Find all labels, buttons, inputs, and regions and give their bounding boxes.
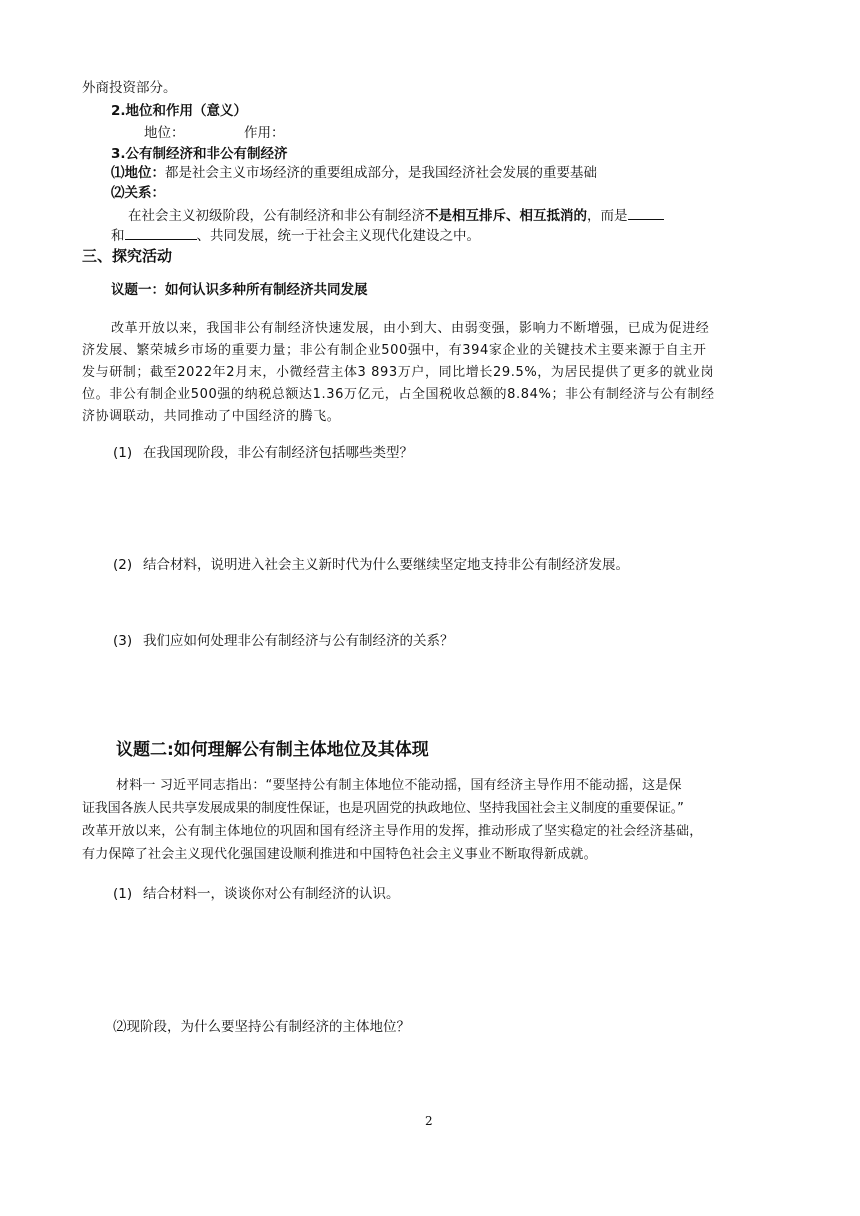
- paragraph-line: 济发展、繁荣城乡市场的重要力量；非公有制企业500强中，有394家企业的关键技术主要来源于自主开: [82, 343, 707, 358]
- text-line: 外商投资部分。: [82, 80, 177, 96]
- question-text: 我们应如何处理非公有制经济与公有制经济的关系？: [143, 633, 454, 649]
- question: [113, 884, 400, 904]
- question-number: (1): [113, 445, 133, 461]
- fill-blank[interactable]: [125, 224, 197, 240]
- question: [113, 631, 454, 651]
- question-text: 在我国现阶段，非公有制经济包括哪些类型？: [143, 445, 413, 461]
- fill-blank[interactable]: [628, 204, 664, 220]
- role-label: 作用：: [244, 125, 285, 141]
- paragraph-line: 有力保障了社会主义现代化强国建设顺利推进和中国特色社会主义事业不断取得新成就。: [82, 847, 597, 862]
- question: [113, 443, 413, 463]
- question-text: 结合材料，说明进入社会主义新时代为什么要继续坚定地支持非公有制经济发展。: [143, 557, 629, 573]
- status-text: 都是社会主义市场经济的重要组成部分，是我国经济社会发展的重要基础: [165, 165, 597, 181]
- paragraph-line: 证我国各族人民共享发展成果的制度性保证，也是巩固党的执政地位、坚持我国社会主义制度的重要保证。”: [82, 801, 684, 816]
- question-text: 结合材料一，谈谈你对公有制经济的认识。: [143, 886, 400, 902]
- page-number: 2: [425, 1114, 433, 1128]
- paragraph-line: 发与研制；截至2022年2月末，小微经营主体3 893万户，同比增长29.5%，为居民提供了更多的就业岗: [82, 365, 715, 380]
- relation-text: 在社会主义初级阶段，公有制经济和非公有制经济: [128, 208, 425, 224]
- relation-label: ⑵关系：: [111, 185, 165, 201]
- topic-heading: 议题一：如何认识多种所有制经济共同发展: [111, 282, 368, 298]
- relation-line: [128, 204, 664, 226]
- paragraph-line: 材料一 习近平同志指出：“要坚持公有制主体地位不能动摇，国有经济主导作用不能动摇，这是保: [116, 778, 682, 793]
- question-number: (2): [113, 557, 133, 573]
- topic-heading: 议题二:如何理解公有制主体地位及其体现: [116, 740, 429, 760]
- section-title: 三、探究活动: [82, 247, 173, 265]
- item-heading: 3.公有制经济和非公有制经济: [111, 146, 288, 162]
- question: ⑵现阶段，为什么要坚持公有制经济的主体地位？: [113, 1019, 410, 1035]
- status-line: [111, 163, 597, 183]
- relation-text: 和: [111, 228, 125, 244]
- relation-text: 、共同发展，统一于社会主义现代化建设之中。: [196, 228, 480, 244]
- relation-bold-text: 不是相互排斥、相互抵消的: [425, 208, 587, 224]
- status-label: ⑴地位：: [111, 165, 165, 181]
- paragraph-line: 改革开放以来，公有制主体地位的巩固和国有经济主导作用的发挥，推动形成了坚实稳定的社会经济基础，: [82, 824, 703, 839]
- relation-line: [111, 224, 480, 246]
- paragraph-line: 济协调联动，共同推动了中国经济的腾飞。: [82, 409, 341, 424]
- relation-text: ，而是: [587, 208, 628, 224]
- position-label: 地位：: [144, 125, 185, 141]
- question-number: (3): [113, 633, 133, 649]
- paragraph-line: 位。非公有制企业500强的纳税总额达1.36万亿元，占全国税收总额的8.84%；非公有制经济与公有制经: [82, 387, 715, 402]
- item-heading: 2.地位和作用（意义）: [111, 103, 248, 119]
- paragraph-line: 改革开放以来，我国非公有制经济快速发展，由小到大、由弱变强，影响力不断增强，已成为促进经: [111, 321, 710, 336]
- question-number: (1): [113, 886, 133, 902]
- question: [113, 555, 629, 575]
